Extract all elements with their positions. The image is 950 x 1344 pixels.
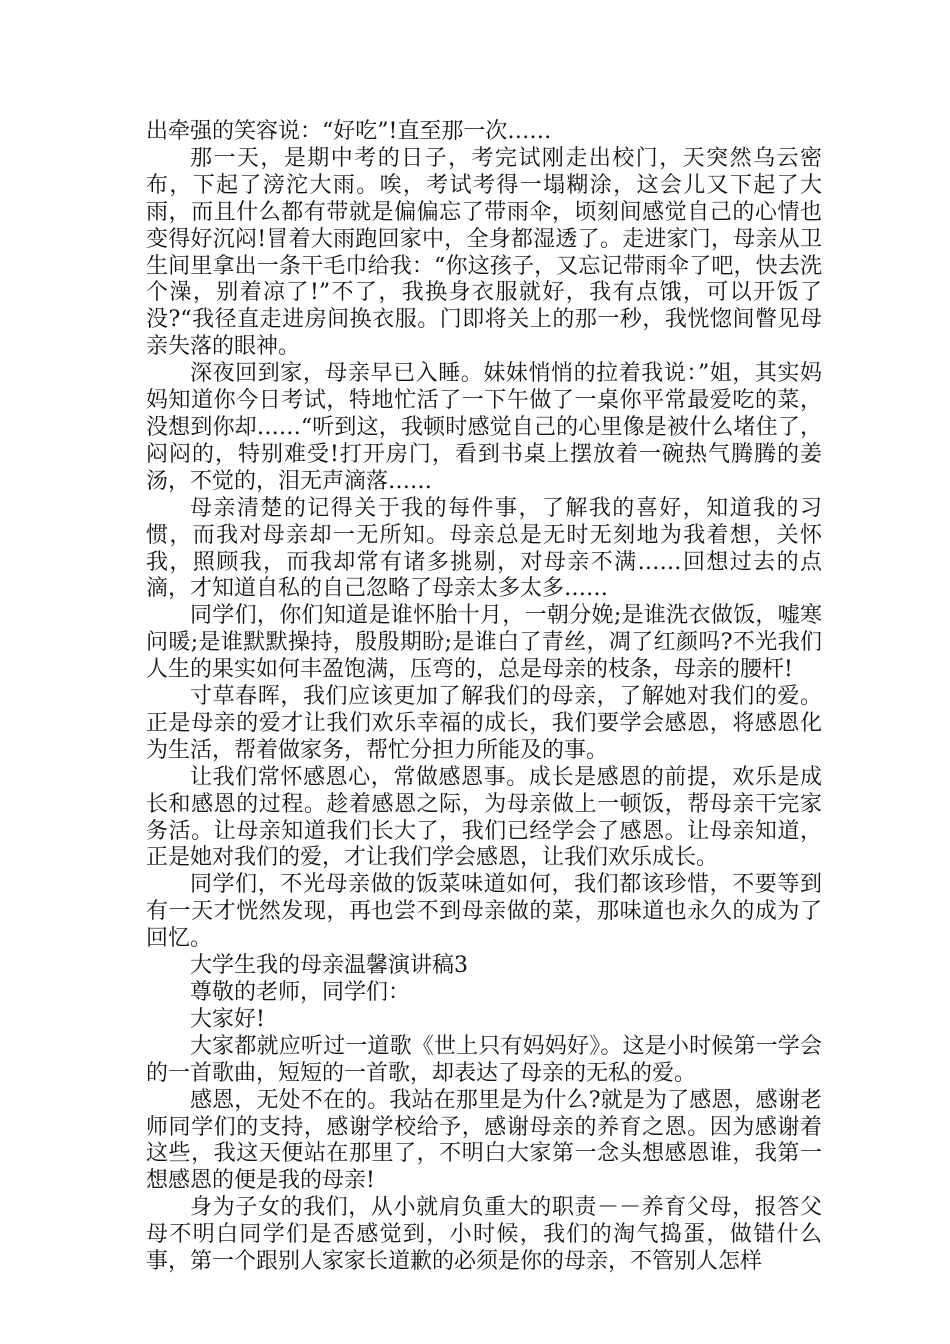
paragraph: 大家都就应听过一道歌《世上只有妈妈好》。这是小时候第一学会的一首歌曲，短短的一首歌，却表达了母亲的无私的爱。 [146,1033,822,1086]
greeting: 大家好! [190,1006,265,1032]
paragraph-continuation: 出牵强的笑容说：“好吃”!直至那一次…… [146,119,552,144]
salutation: 尊敬的老师，同学们： [190,980,411,1005]
paragraph: 身为子女的我们，从小就肩负重大的职责－－养育父母，报答父母不明白同学们是否感觉到，小时候，我们的淘气捣蛋，做错什么事，第一个跟别人家家长道歉的必须是你的母亲，不管别人怎样 [146,1195,822,1275]
paragraph: 感恩，无处不在的。我站在那里是为什么?就是为了感恩，感谢老师同学们的支持，感谢学校给予，感谢母亲的养育之恩。因为感谢着这些，我这天便站在那里了，不明白大家第一念头想感恩谁，我第一想感恩的便是我的母亲! [146,1087,822,1194]
paragraph: 让我们常怀感恩心，常做感恩事。成长是感恩的前提，欢乐是成长和感恩的过程。趁着感恩之际，为母亲做上一顿饭，帮母亲干完家务活。让母亲知道我们长大了，我们已经学会了感恩。让母亲知道，正是她对我们的爱，才让我们学会感恩，让我们欢乐成长。 [146,764,822,871]
paragraph: 那一天，是期中考的日子，考完试刚走出校门，天突然乌云密布，下起了滂沱大雨。唉，考试考得一塌糊涂，这会儿又下起了大雨，而且什么都有带就是偏偏忘了带雨伞，顷刻间感觉自己的心情也变得好沉闷!冒着大雨跑回家中，全身都湿透了。走进家门，母亲从卫生间里拿出一条干毛巾给我：“你这孩子，又忘记带雨伞了吧，快去洗个澡，别着凉了!”不了，我换身衣服就好，我有点饿，可以开饭了没?“我径直走进房间换衣服。门即将关上的那一秒，我恍惚间瞥见母亲失落的眼神。 [146,145,822,360]
paragraph: 母亲清楚的记得关于我的每件事，了解我的喜好，知道我的习惯，而我对母亲却一无所知。母亲总是无时无刻地为我着想，关怀我，照顾我，而我却常有诸多挑剔，对母亲不满……回想过去的点滴，才知道自私的自己忽略了母亲太多太多…… [146,495,822,602]
paragraph: 寸草春晖，我们应该更加了解我们的母亲，了解她对我们的爱。正是母亲的爱才让我们欢乐幸福的成长，我们要学会感恩，将感恩化为生活，帮着做家务，帮忙分担力所能及的事。 [146,684,822,763]
paragraph: 同学们，不光母亲做的饭菜味道如何，我们都该珍惜，不要等到有一天才恍然发现，再也尝不到母亲做的菜，那味道也永久的成为了回忆。 [146,872,822,952]
document-page [146,119,822,1276]
section-title: 大学生我的母亲温馨演讲稿3 [190,953,468,979]
paragraph: 深夜回到家，母亲早已入睡。妹妹悄悄的拉着我说：”姐，其实妈妈知道你今日考试，特地忙活了一下午做了一桌你平常最爱吃的菜，没想到你却……“听到这，我顿时感觉自己的心里像是被什么堵住了，闷闷的，特别难受!打开房门，看到书桌上摆放着一碗热气腾腾的姜汤，不觉的，泪无声滴落…… [146,361,822,494]
paragraph: 同学们，你们知道是谁怀胎十月，一朝分娩;是谁洗衣做饭，嘘寒问暖;是谁默默操持，殷殷期盼;是谁白了青丝，凋了红颜吗?不光我们人生的果实如何丰盈饱满，压弯的，总是母亲的枝条，母亲的腰杆! [146,603,822,683]
